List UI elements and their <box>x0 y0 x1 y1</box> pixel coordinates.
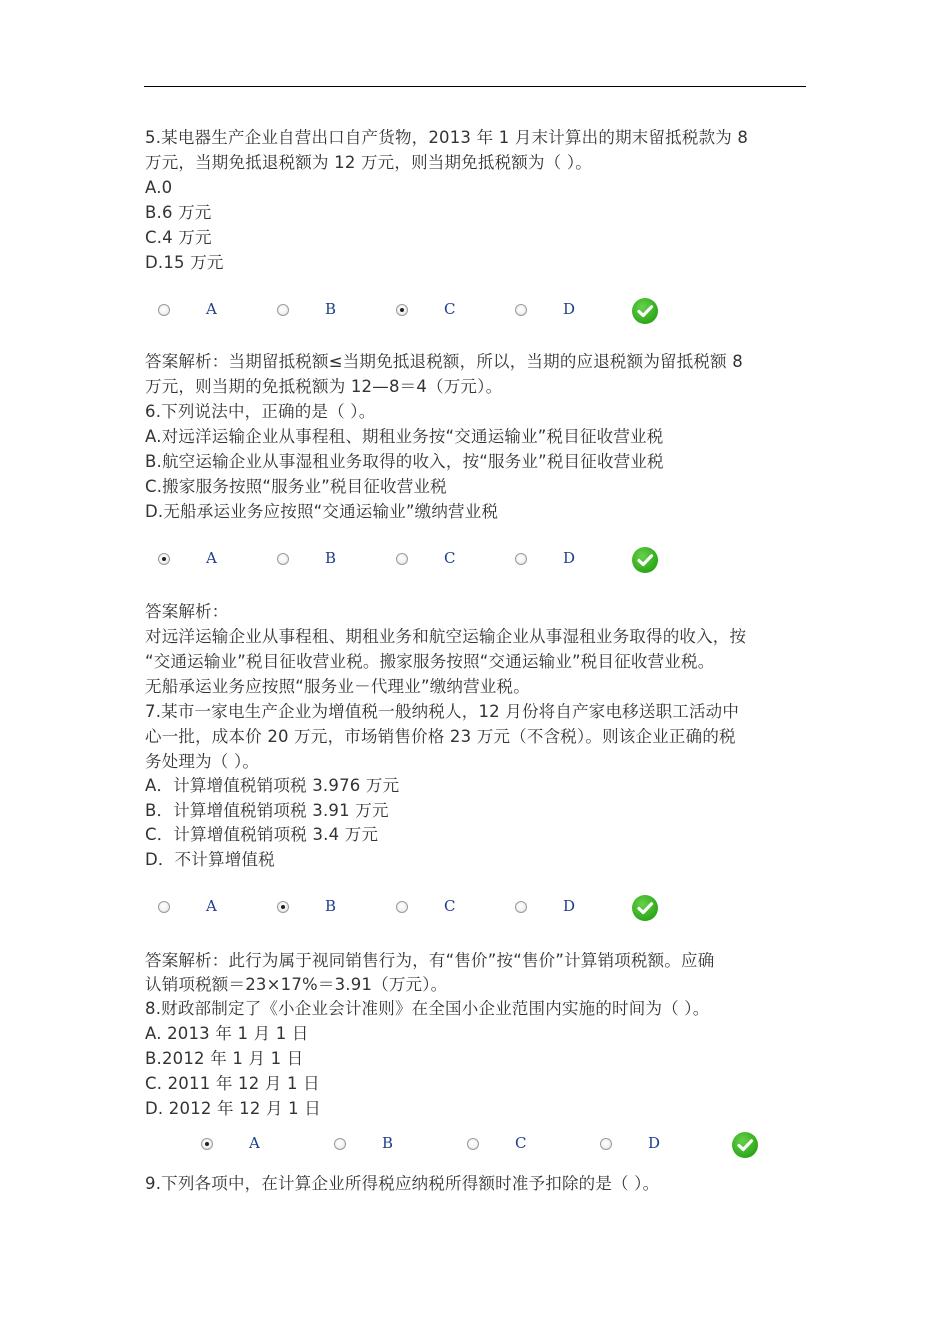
radio-icon[interactable] <box>515 901 527 913</box>
radio-icon[interactable] <box>396 553 408 565</box>
q7-answer-b-label: B <box>325 897 337 915</box>
q6-stem-line-1: 6.下列说法中，正确的是（ ）。 <box>145 402 376 421</box>
q5-option-d: D.15 万元 <box>145 253 224 272</box>
q9-stem-line-1: 9.下列各项中，在计算企业所得税应纳税所得额时准予扣除的是（ ）。 <box>145 1174 660 1193</box>
q7-explanation-line-1: 答案解析：此行为属于视同销售行为，有“售价”按“售价”计算销项税额。应确 <box>145 951 715 970</box>
q5-answer-c-label: C <box>444 300 456 318</box>
radio-icon[interactable] <box>158 901 170 913</box>
q7-option-a: A．计算增值税销项税 3.976 万元 <box>145 776 400 795</box>
q5-answer-b-label: B <box>325 300 337 318</box>
q7-answer-d-label: D <box>563 897 576 915</box>
radio-icon[interactable] <box>201 1138 213 1150</box>
radio-icon[interactable] <box>515 304 527 316</box>
q7-answer-a-label: A <box>206 897 217 915</box>
q8-option-b: B.2012 年 1 月 1 日 <box>145 1049 304 1068</box>
q7-option-c: C．计算增值税销项税 3.4 万元 <box>145 825 379 844</box>
q8-stem-line-1: 8.财政部制定了《小企业会计准则》在全国小企业范围内实施的时间为（ ）。 <box>145 999 710 1018</box>
q7-option-d: D．不计算增值税 <box>145 850 275 869</box>
q5-option-c: C.4 万元 <box>145 228 212 247</box>
q6-explanation-line-2: 对远洋运输企业从事程租、期租业务和航空运输企业从事湿租业务取得的收入，按 <box>145 627 747 646</box>
check-circle-icon <box>732 1132 758 1158</box>
radio-icon[interactable] <box>334 1138 346 1150</box>
q7-stem-line-2: 心一批，成本价 20 万元，市场销售价格 23 万元（不含税）。则该企业正确的税 <box>145 727 736 746</box>
q5-explanation-line-2: 万元，则当期的免抵税额为 12—8＝4（万元）。 <box>145 377 503 396</box>
q5-option-a: A.0 <box>145 178 173 197</box>
q8-answer-row <box>0 1132 950 1162</box>
q5-explanation-line-1: 答案解析：当期留抵税额≤当期免抵退税额，所以，当期的应退税额为留抵税额 8 <box>145 352 743 371</box>
q6-option-c: C.搬家服务按照“服务业”税目征收营业税 <box>145 477 447 496</box>
q6-option-a: A.对远洋运输企业从事程租、期租业务按“交通运输业”税目征收营业税 <box>145 427 664 446</box>
q7-stem-line-1: 7.某市一家电生产企业为增值税一般纳税人，12 月份将自产家电移送职工活动中 <box>145 702 740 721</box>
q6-option-d: D.无船承运业务应按照“交通运输业”缴纳营业税 <box>145 502 499 521</box>
radio-icon[interactable] <box>396 901 408 913</box>
q7-answer-row <box>0 895 950 925</box>
q8-answer-d-label: D <box>648 1134 661 1152</box>
q6-answer-row <box>0 547 950 577</box>
q5-option-b: B.6 万元 <box>145 203 212 222</box>
check-circle-icon <box>632 298 658 324</box>
q6-answer-a-label: A <box>206 549 217 567</box>
q6-explanation-line-4: 无船承运业务应按照“服务业－代理业”缴纳营业税。 <box>145 677 530 696</box>
radio-icon[interactable] <box>277 553 289 565</box>
radio-icon[interactable] <box>277 901 289 913</box>
radio-icon[interactable] <box>467 1138 479 1150</box>
q8-answer-a-label: A <box>249 1134 260 1152</box>
q6-answer-d-label: D <box>563 549 576 567</box>
q5-stem-line-1: 5.某电器生产企业自营出口自产货物，2013 年 1 月末计算出的期末留抵税款为 8 <box>145 128 749 147</box>
q6-option-b: B.航空运输企业从事湿租业务取得的收入，按“服务业”税目征收营业税 <box>145 452 664 471</box>
radio-icon[interactable] <box>158 304 170 316</box>
q5-stem-line-2: 万元，当期免抵退税额为 12 万元，则当期免抵税额为（ ）。 <box>145 153 592 172</box>
q5-answer-d-label: D <box>563 300 576 318</box>
q7-answer-c-label: C <box>444 897 456 915</box>
q5-answer-a-label: A <box>206 300 217 318</box>
check-circle-icon <box>632 547 658 573</box>
q6-explanation-line-1: 答案解析： <box>145 602 229 621</box>
q6-explanation-line-3: “交通运输业”税目征收营业税。搬家服务按照“交通运输业”税目征收营业税。 <box>145 652 715 671</box>
check-circle-icon <box>632 895 658 921</box>
q8-answer-c-label: C <box>515 1134 527 1152</box>
q8-option-c: C. 2011 年 12 月 1 日 <box>145 1074 320 1093</box>
radio-icon[interactable] <box>600 1138 612 1150</box>
radio-icon[interactable] <box>515 553 527 565</box>
q8-option-d: D. 2012 年 12 月 1 日 <box>145 1099 322 1118</box>
q8-option-a: A. 2013 年 1 月 1 日 <box>145 1024 309 1043</box>
q6-answer-c-label: C <box>444 549 456 567</box>
radio-icon[interactable] <box>277 304 289 316</box>
q7-explanation-line-2: 认销项税额＝23×17%＝3.91（万元）。 <box>145 975 448 994</box>
q5-answer-row <box>0 298 950 328</box>
header-rule <box>144 86 806 87</box>
radio-icon[interactable] <box>396 304 408 316</box>
q6-answer-b-label: B <box>325 549 337 567</box>
q7-stem-line-3: 务处理为（ ）。 <box>145 752 260 771</box>
radio-icon[interactable] <box>158 553 170 565</box>
q7-option-b: B．计算增值税销项税 3.91 万元 <box>145 801 389 820</box>
q8-answer-b-label: B <box>382 1134 394 1152</box>
